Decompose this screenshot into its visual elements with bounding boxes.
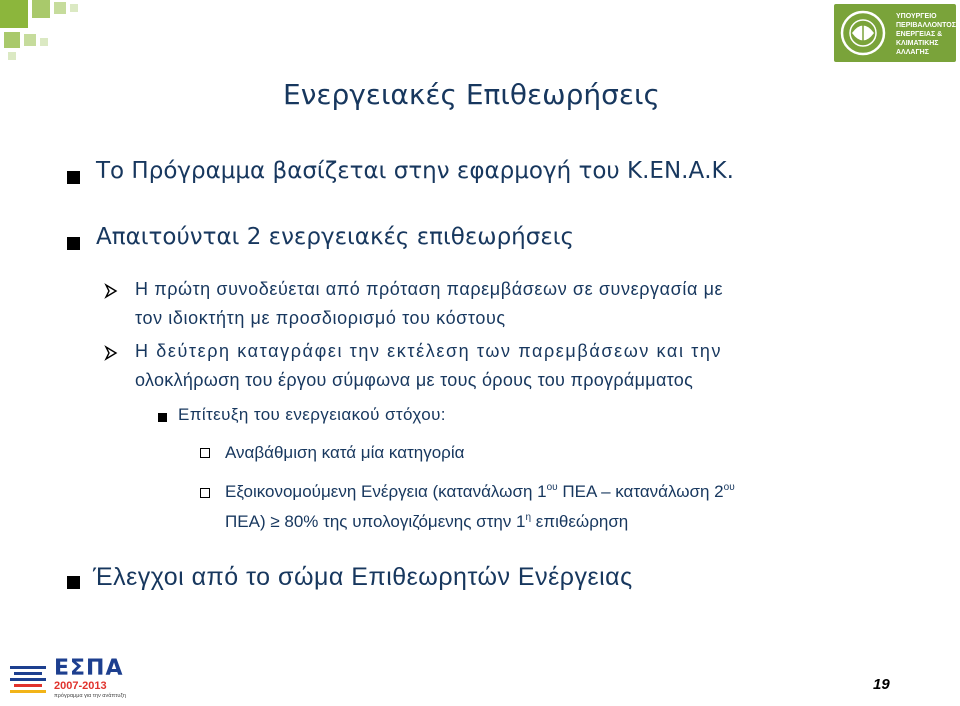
arrow-bullet-icon [103,345,119,361]
bullet-square-icon [67,237,80,250]
energy-target: Επίτευξη του ενεργειακού στόχου: [178,405,446,424]
ministry-name: ΥΠΟΥΡΓΕΙΟ ΠΕΡΙΒΑΛΛΟΝΤΟΣ ΕΝΕΡΓΕΙΑΣ & ΚΛΙΜΑΤΙΚΗΣ ΑΛΛΑΓΗΣ [896,13,956,56]
arrow-bullet-icon [103,283,119,299]
first-inspection-line2: τον ιδιοκτήτη με προσδιορισμό του κόστους [135,308,506,328]
espa-years: 2007-2013 [54,680,107,692]
bullet-square-icon [67,171,80,184]
energy-savings-line1: Εξοικονομούμενη Ενέργεια (κατανάλωση $1^{o\upsilon}$ ΠΕΑ – κατανάλωση $2^{o\upsilon}$ [225,482,735,501]
upgrade-category: Αναβάθμιση κατά μία κατηγορία [225,443,465,462]
bullet-program: Το Πρόγραμμα βασίζεται στην εφαρμογή του Κ.ΕΝ.Α.Κ. [96,158,734,184]
ministry-emblem-icon [838,8,888,58]
page-number: 19 [873,676,890,693]
second-inspection-line2: ολοκλήρωση του έργου σύμφωνα με τους όρους του προγράμματος [135,370,694,390]
slide-title: Ενεργειακές Επιθεωρήσεις [283,78,660,111]
espa-wordmark: ΕΣΠΑ [54,656,124,681]
first-inspection-line1: Η πρώτη συνοδεύεται από πρόταση παρεμβάσεων σε συνεργασία με [135,279,724,299]
hollow-square-icon [200,488,210,498]
bullet-inspections: Απαιτούνται 2 ενεργειακές επιθεωρήσεις [96,224,575,250]
bullet-square-icon [158,413,167,422]
energy-savings-line2: ΠΕΑ) ≥ 80% της υπολογιζόμενης στην $1^\eta$ επιθεώρηση [225,512,629,531]
second-inspection-line1: Η δεύτερη καταγράφει την εκτέλεση των παρεμβάσεων και την [135,341,723,361]
espa-emblem-icon [8,660,48,700]
ministry-logo [834,4,956,62]
bullet-square-icon [67,576,80,589]
espa-logo [8,656,128,702]
corner-decoration [0,0,90,64]
hollow-square-icon [200,448,210,458]
espa-tagline: πρόγραμμα για την ανάπτυξη [54,693,126,699]
inspectors-body: Έλεγχοι από το σώμα Επιθεωρητών Ενέργειας [93,563,633,591]
